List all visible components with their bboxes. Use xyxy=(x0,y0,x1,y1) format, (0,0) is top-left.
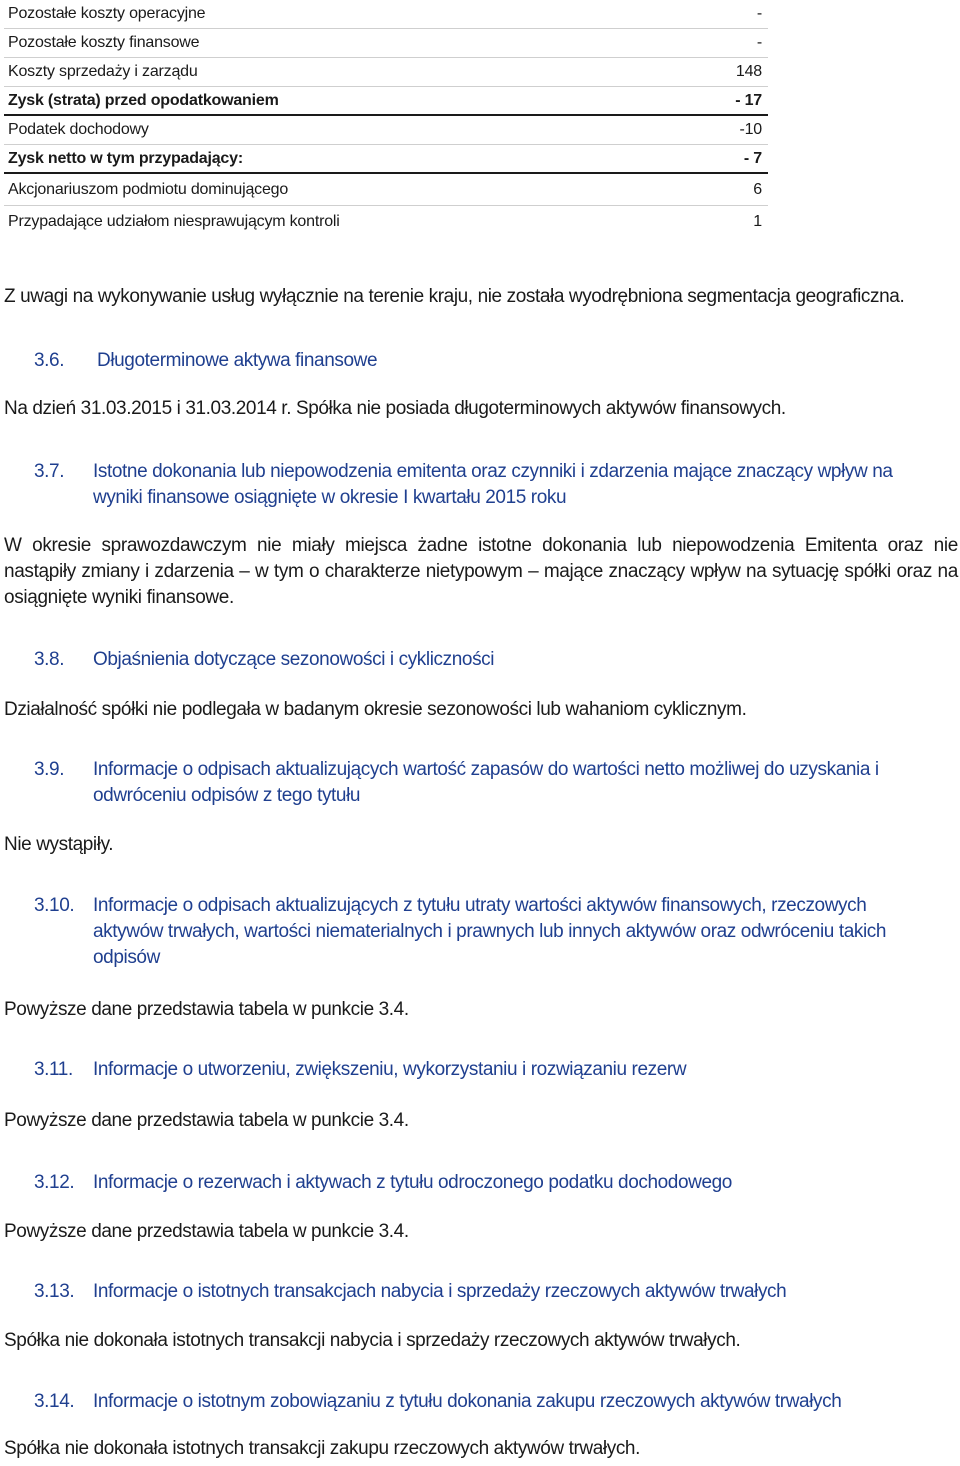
row-value: 6 xyxy=(753,180,762,198)
section-title: Informacje o rezerwach i aktywach z tytułu odroczonego podatku dochodowego xyxy=(93,1172,732,1193)
section-title: Istotne dokonania lub niepowodzenia emitenta oraz czynniki i zdarzenia mające znaczący wpływ na wyniki finansowe osiągnięte w okresie I kwartału 2015 roku xyxy=(93,461,893,508)
financial-table xyxy=(4,0,768,238)
section-number: 3.10. xyxy=(34,895,75,916)
section-heading xyxy=(34,893,914,971)
section-body: Działalność spółki nie podlegała w badanym okresie sezonowości lub wahaniom cyklicznym. xyxy=(4,699,747,720)
table-row xyxy=(4,116,768,145)
table-row xyxy=(4,29,768,58)
section-body: Powyższe dane przedstawia tabela w punkcie 3.4. xyxy=(4,999,409,1020)
table-row xyxy=(4,0,768,29)
section-number: 3.14. xyxy=(34,1391,75,1412)
section-number: 3.6. xyxy=(34,350,65,371)
section-heading xyxy=(34,1170,934,1196)
row-label: Zysk netto w tym przypadający: xyxy=(8,149,243,167)
table-row-total xyxy=(4,87,768,116)
section-body: Nie wystąpiły. xyxy=(4,834,114,855)
section-number: 3.9. xyxy=(34,759,65,780)
section-number: 3.13. xyxy=(34,1281,75,1302)
section-body: Na dzień 31.03.2015 i 31.03.2014 r. Spółka nie posiada długoterminowych aktywów finansowych. xyxy=(4,398,786,419)
section-heading xyxy=(34,757,894,809)
section-heading xyxy=(34,459,934,511)
section-heading xyxy=(34,647,934,673)
row-label: Zysk (strata) przed opodatkowaniem xyxy=(8,91,279,109)
section-title: Informacje o istotnych transakcjach nabycia i sprzedaży rzeczowych aktywów trwałych xyxy=(93,1281,787,1302)
row-value: 1 xyxy=(753,213,762,230)
section-body: W okresie sprawozdawczym nie miały miejsca żadne istotne dokonania lub niepowodzenia Emitenta oraz nie nastąpiły zmiany i zdarzenia – w tym o charakterze nietypowym – mające znaczący wpływ na sytuację spółki oraz na osiągnięte wyniki finansowe. xyxy=(4,535,958,608)
row-value: - 17 xyxy=(735,91,762,109)
section-title: Informacje o utworzeniu, zwiększeniu, wykorzystaniu i rozwiązaniu rezerw xyxy=(93,1059,687,1080)
section-body: Powyższe dane przedstawia tabela w punkcie 3.4. xyxy=(4,1110,409,1131)
row-value: -10 xyxy=(739,121,762,138)
section-number: 3.12. xyxy=(34,1172,75,1193)
section-title: Informacje o odpisach aktualizujących z tytułu utraty wartości aktywów finansowych, rzeczowych aktywów trwałych, wartości niematerialnych i prawnych lub innych aktywów oraz odwróceniu takich odpisów xyxy=(93,895,887,968)
section-heading xyxy=(34,1279,934,1305)
row-value: 148 xyxy=(735,63,762,80)
section-title: Informacje o istotnym zobowiązaniu z tytułu dokonania zakupu rzeczowych aktywów trwałych xyxy=(93,1391,842,1412)
table-row xyxy=(4,58,768,87)
row-label: Akcjonariuszom podmiotu dominującego xyxy=(8,180,289,198)
table-row-total xyxy=(4,145,768,174)
section-body: Spółka nie dokonała istotnych transakcji nabycia i sprzedaży rzeczowych aktywów trwałych. xyxy=(4,1330,741,1351)
row-label: Pozostałe koszty finansowe xyxy=(8,34,200,51)
section-heading xyxy=(34,348,934,374)
row-value: - xyxy=(756,5,762,22)
section-number: 3.7. xyxy=(34,461,65,482)
row-label: Podatek dochodowy xyxy=(8,121,149,138)
table-row xyxy=(4,206,768,238)
section-number: 3.8. xyxy=(34,649,65,670)
section-body: Powyższe dane przedstawia tabela w punkcie 3.4. xyxy=(4,1221,409,1242)
section-number: 3.11. xyxy=(34,1059,73,1080)
row-value: - xyxy=(756,34,762,51)
section-heading xyxy=(34,1389,934,1415)
table-row xyxy=(4,174,768,206)
row-label: Koszty sprzedaży i zarządu xyxy=(8,63,198,80)
section-title: Objaśnienia dotyczące sezonowości i cykliczności xyxy=(93,649,495,670)
row-label: Przypadające udziałom niesprawującym kontroli xyxy=(8,213,340,230)
segment-note: Z uwagi na wykonywanie usług wyłącznie na terenie kraju, nie została wyodrębniona segmentacja geograficzna. xyxy=(4,286,905,307)
section-title: Informacje o odpisach aktualizujących wartość zapasów do wartości netto możliwej do uzyskania i odwróceniu odpisów z tego tytułu xyxy=(93,759,879,806)
row-label: Pozostałe koszty operacyjne xyxy=(8,5,206,22)
section-heading xyxy=(34,1057,934,1083)
section-body: Spółka nie dokonała istotnych transakcji zakupu rzeczowych aktywów trwałych. xyxy=(4,1438,640,1459)
row-value: - 7 xyxy=(743,149,762,167)
section-title: Długoterminowe aktywa finansowe xyxy=(97,350,378,371)
